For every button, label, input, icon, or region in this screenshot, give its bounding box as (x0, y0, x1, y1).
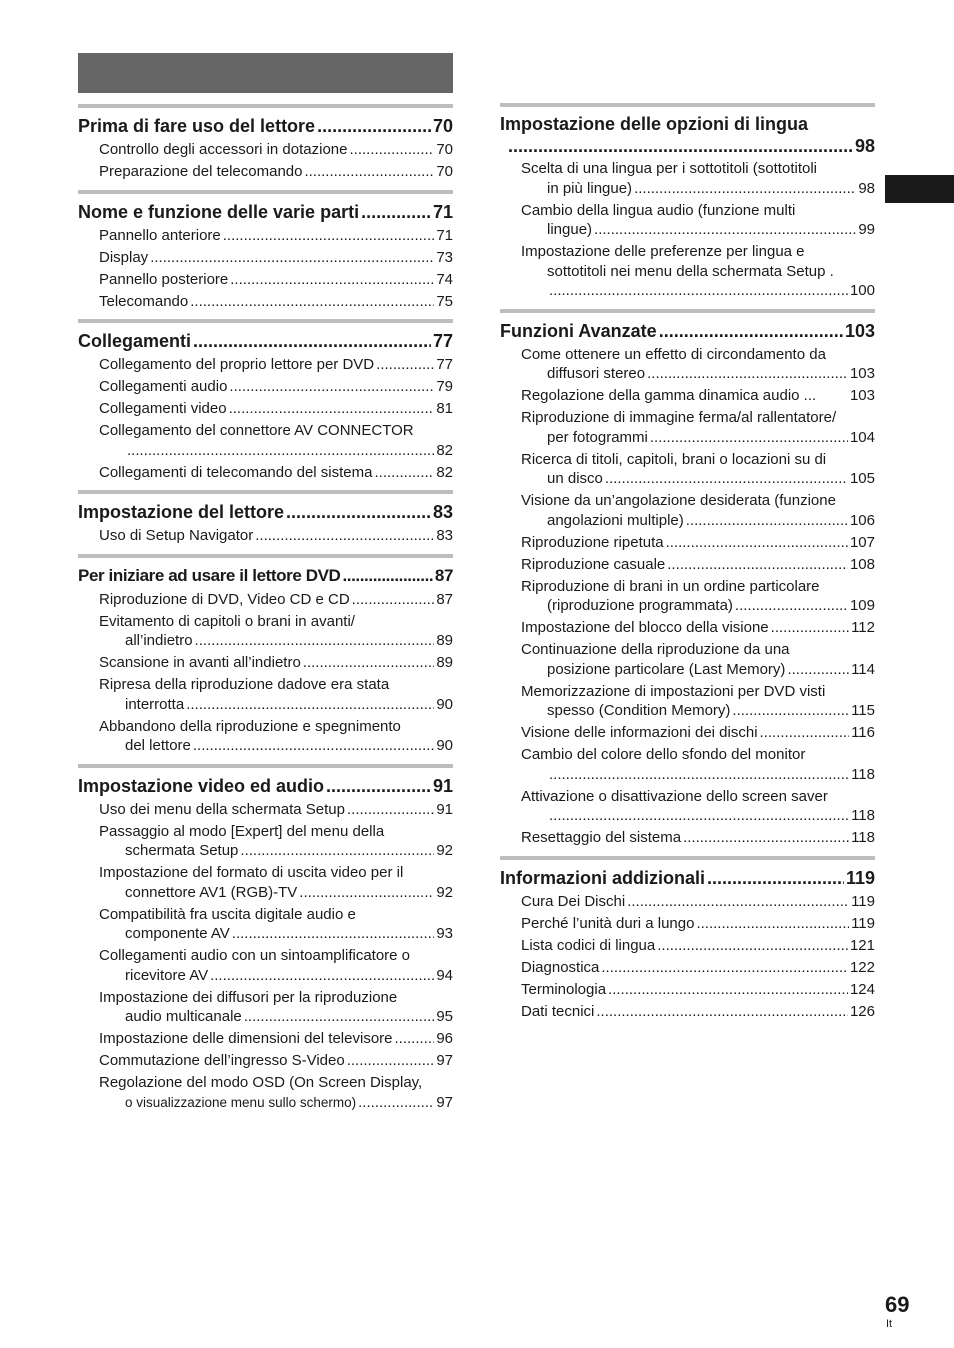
entry-page-number: 118 (851, 807, 875, 824)
entry-text: Scansione in avanti all’indietro (99, 654, 301, 671)
entry-text: Collegamenti video (99, 400, 227, 417)
dot-leader (596, 1002, 848, 1022)
entry-page-number: 115 (851, 702, 875, 719)
toc-entry (99, 421, 453, 460)
entry-text: Collegamenti di telecomando del sistema (99, 463, 373, 481)
section-page-number: 91 (432, 775, 453, 796)
dot-leader (299, 883, 434, 903)
toc-entry (521, 491, 875, 530)
entry-text: Uso dei menu della schermata Setup (99, 800, 345, 818)
toc-entry (521, 640, 875, 679)
entry-text: diffusori stereo (547, 365, 646, 382)
dot-leader (358, 1093, 434, 1113)
section-title-text: Prima di fare uso del lettore (78, 116, 316, 136)
section-page-number: 103 (844, 320, 875, 341)
dot-leader (627, 892, 849, 912)
entry-page-number: 97 (436, 1093, 453, 1111)
entry-page-number: 104 (849, 428, 875, 446)
section-title (78, 564, 453, 588)
toc-entry (99, 717, 453, 756)
entry-text: Attivazione o disattivazione dello screen saver (521, 787, 828, 805)
toc-entry (521, 555, 875, 575)
page-language: It (886, 1318, 893, 1330)
entry-text: ricevitore AV (125, 966, 209, 984)
section-title-text: Impostazione del lettore (78, 502, 285, 522)
entry-text: Dati tecnici (521, 1002, 595, 1020)
entry-text: Impostazione dei diffusori per la riproduzione (99, 988, 398, 1006)
entry-text: audio multicanale (125, 1008, 242, 1025)
entry-page-number: 89 (436, 654, 453, 671)
entry-page-number: 77 (436, 356, 453, 373)
toc-entry (521, 682, 875, 721)
entry-page-number: 119 (851, 914, 875, 932)
entry-page-number: 98 (858, 179, 875, 197)
entry-text: Collegamento del proprio lettore per DVD (99, 356, 375, 373)
toc-entry (521, 914, 875, 934)
entry-text: del lettore (125, 737, 191, 754)
section-items (78, 526, 453, 546)
entry-page-number: 83 (436, 527, 453, 544)
entry-page-number: 82 (436, 463, 453, 481)
entry-text: interrotta (125, 695, 185, 713)
entry-text: Pannello posteriore (99, 270, 229, 288)
entry-page-number: 121 (849, 936, 875, 954)
dot-leader (787, 660, 849, 680)
toc-entry (521, 533, 875, 553)
section-page-number: 87 (434, 565, 453, 585)
toc-entry (521, 450, 875, 489)
toc-entry (99, 612, 453, 651)
entry-page-number: 90 (436, 737, 453, 754)
entry-text: Riproduzione di immagine ferma/al rallentatore/ (521, 409, 837, 426)
entry-text: Preparazione del telecomando (99, 163, 303, 180)
entry-text: Impostazione delle preferenze per lingua e (521, 243, 805, 260)
dot-leader (549, 765, 849, 785)
section-items (500, 892, 875, 1022)
entry-text: Lista codici di lingua (521, 936, 656, 954)
entry-text: Ricerca di titoli, capitoli, brani o locazioni su di (521, 450, 827, 468)
dot-leader (190, 292, 434, 312)
entry-page-number: 112 (851, 619, 875, 636)
dot-leader (223, 226, 435, 246)
dot-leader (342, 564, 432, 588)
entry-text: angolazioni multiple) (547, 511, 684, 529)
dot-leader (361, 200, 431, 224)
dot-leader (771, 618, 849, 638)
dot-leader (352, 590, 435, 610)
toc-entry (521, 386, 875, 406)
toc-entry (99, 988, 453, 1027)
entry-page-number: 96 (436, 1030, 453, 1047)
toc-entry (99, 590, 453, 610)
toc-entry (521, 723, 875, 743)
dot-leader (210, 966, 434, 986)
entry-text: Controllo degli accessori in dotazione (99, 141, 348, 158)
toc-entry (521, 159, 875, 198)
entry-page-number: 99 (858, 221, 875, 238)
entry-page-number: 81 (436, 400, 453, 417)
dot-leader (666, 533, 848, 553)
entry-text: Commutazione dell’ingresso S-Video (99, 1052, 345, 1069)
entry-text: Display (99, 248, 149, 266)
entry-page-number: 94 (436, 966, 453, 984)
toc-entry (99, 1073, 453, 1112)
toc-entry (99, 675, 453, 714)
entry-text: Riproduzione di DVD, Video CD e CD (99, 590, 350, 608)
dot-leader (186, 695, 434, 715)
dot-leader (608, 980, 848, 1000)
entry-page-number: 70 (436, 163, 453, 180)
dot-leader (707, 866, 844, 890)
entry-text: Riproduzione ripetuta (521, 533, 664, 551)
toc-entry (521, 201, 875, 240)
dot-leader (229, 377, 434, 397)
entry-text: Uso di Setup Navigator (99, 527, 254, 544)
entry-text: Impostazione del blocco della visione (521, 619, 769, 636)
entry-page-number: 87 (436, 590, 453, 608)
section-title-row (500, 135, 875, 157)
section-items (78, 355, 453, 482)
entry-text: Collegamenti audio con un sintoamplificatore o (99, 947, 411, 964)
entry-text: lingue) (547, 221, 593, 238)
entry-page-number: 103 (849, 365, 875, 382)
section-page-number: 70 (432, 116, 453, 136)
entry-page-number: 82 (436, 441, 453, 459)
entry-page-number: 107 (849, 533, 875, 551)
dot-leader (634, 179, 856, 199)
entry-text: Compatibilità fra uscita digitale audio e (99, 905, 356, 923)
section-page-number: 77 (432, 331, 453, 351)
entry-text: Perché l’unità duri a lungo (521, 914, 695, 932)
toc-section (500, 309, 875, 848)
toc-left-column (78, 104, 453, 1120)
entry-text: Passaggio al modo [Expert] del menu della (99, 822, 385, 840)
entry-text: Collegamenti audio (99, 378, 228, 395)
dot-leader (230, 270, 434, 290)
language-side-tab (885, 175, 954, 203)
section-title (78, 114, 453, 138)
entry-text: per fotogrammi (547, 428, 648, 446)
section-title-text: Nome e funzione delle varie parti (78, 201, 360, 222)
entry-page-number: 119 (851, 892, 875, 910)
entry-text: Riproduzione di brani in un ordine particolare (521, 577, 820, 595)
toc-entry (99, 140, 453, 160)
dot-leader (286, 500, 431, 524)
dot-leader (255, 526, 434, 546)
toc-entry (99, 1029, 453, 1049)
toc-entry (99, 863, 453, 902)
entry-page-number: 108 (849, 555, 875, 573)
entry-page-number: 118 (851, 765, 875, 783)
entry-text: Scelta di una lingua per i sottotitoli (sottotitoli (521, 160, 817, 177)
dot-leader (195, 631, 435, 651)
section-title-text: Impostazione video ed audio (78, 775, 325, 796)
section-page-number: 83 (432, 502, 453, 522)
entry-text: all’indietro (125, 632, 193, 649)
entry-text: in più lingue) (547, 179, 633, 197)
dot-leader (317, 114, 431, 138)
entry-text: connettore AV1 (RGB)-TV (125, 883, 298, 901)
entry-text: componente AV (125, 925, 230, 942)
dot-leader (732, 701, 849, 721)
section-title (78, 774, 453, 798)
dot-leader (735, 596, 848, 616)
toc-entry (521, 242, 875, 301)
entry-text: spesso (Condition Memory) (547, 702, 731, 719)
dot-leader (374, 463, 434, 483)
toc-entry (521, 408, 875, 447)
section-title-text: Funzioni Avanzate (500, 320, 657, 341)
entry-text: Impostazione delle dimensioni del televisore (99, 1030, 393, 1047)
dot-leader (347, 1051, 435, 1071)
section-title (500, 113, 875, 157)
entry-page-number: 95 (436, 1008, 453, 1025)
entry-text: posizione particolare (Last Memory) (547, 660, 786, 678)
toc-right-column (500, 103, 875, 1029)
entry-text: (riproduzione programmata) (547, 597, 733, 614)
toc-entry (521, 980, 875, 1000)
section-page-number: 71 (432, 201, 453, 222)
section-page-number: 98 (854, 136, 875, 156)
toc-section (78, 554, 453, 756)
entry-page-number: 106 (849, 511, 875, 529)
entry-page-number: 116 (851, 724, 875, 741)
entry-page-number: 91 (436, 800, 453, 818)
entry-text: Memorizzazione di impostazioni per DVD visti (521, 682, 826, 700)
toc-entry (99, 292, 453, 312)
entry-page-number: 103 (849, 387, 875, 404)
section-title-text: Per iniziare ad usare il lettore DVD (78, 565, 341, 585)
toc-entry (99, 226, 453, 246)
dot-leader (659, 319, 843, 343)
entry-text: Regolazione della gamma dinamica audio ... (521, 387, 817, 404)
entry-text: Evitamento di capitoli o brani in avanti/ (99, 612, 355, 630)
dot-leader (347, 800, 434, 820)
toc-entry (99, 162, 453, 182)
section-page-number: 119 (845, 867, 875, 888)
entry-text: Regolazione del modo OSD (On Screen Display, (99, 1074, 423, 1091)
dot-leader (127, 441, 434, 461)
section-items (78, 590, 453, 756)
dot-leader (193, 736, 434, 756)
dot-leader (304, 162, 434, 182)
entry-text: un disco (547, 470, 603, 487)
entry-page-number: 74 (436, 270, 453, 288)
toc-entry (99, 355, 453, 375)
toc-entry (99, 653, 453, 673)
toc-section (78, 490, 453, 546)
entry-page-number: 90 (436, 695, 453, 713)
dot-leader (650, 428, 848, 448)
entry-page-number: 118 (851, 829, 875, 846)
section-items (78, 140, 453, 182)
dot-leader (395, 1029, 435, 1049)
entry-page-number: 75 (436, 292, 453, 310)
entry-page-number: 100 (849, 282, 875, 299)
entry-page-number: 89 (436, 632, 453, 649)
dot-leader (150, 248, 434, 268)
entry-page-number: 122 (849, 958, 875, 976)
entry-text: Impostazione del formato di uscita video per il (99, 864, 404, 881)
section-title (78, 200, 453, 224)
entry-text: Cambio del colore dello sfondo del monitor (521, 746, 806, 763)
toc-entry (521, 1002, 875, 1022)
entry-page-number: 79 (436, 378, 453, 395)
dot-leader (601, 958, 848, 978)
entry-text: Come ottenere un effetto di circondamento da (521, 345, 826, 363)
toc-entry (99, 1051, 453, 1071)
section-title-text: Collegamenti (78, 331, 192, 351)
entry-text: schermata Setup (125, 842, 239, 859)
toc-entry (99, 800, 453, 820)
dot-leader (549, 281, 848, 301)
dot-leader (683, 828, 849, 848)
entry-page-number: 92 (436, 842, 453, 859)
dot-leader (686, 511, 848, 531)
dot-leader (232, 924, 435, 944)
entry-text: o visualizzazione menu sullo schermo) (125, 1094, 357, 1110)
entry-text: Visione da un’angolazione desiderata (funzione (521, 492, 836, 509)
entry-page-number: 92 (436, 883, 453, 901)
toc-entry (521, 787, 875, 826)
entry-text: Pannello anteriore (99, 226, 221, 244)
toc-section (78, 104, 453, 182)
dot-leader (760, 723, 850, 743)
entry-text: Visione delle informazioni dei dischi (521, 724, 758, 741)
toc-section (500, 103, 875, 301)
entry-text: Cura Dei Dischi (521, 892, 626, 910)
entry-page-number: 93 (436, 925, 453, 942)
section-title (78, 329, 453, 353)
toc-entry (521, 745, 875, 784)
entry-page-number: 124 (849, 980, 875, 998)
dot-leader (326, 774, 431, 798)
section-items (500, 345, 875, 848)
toc-entry (521, 958, 875, 978)
dot-leader (240, 841, 434, 861)
section-items (78, 800, 453, 1113)
entry-text: Riproduzione casuale (521, 555, 666, 573)
dot-leader (605, 469, 848, 489)
dot-leader (594, 220, 856, 240)
section-items (500, 159, 875, 301)
toc-section (78, 190, 453, 312)
page-number: 69 (885, 1292, 910, 1317)
dot-leader (696, 914, 849, 934)
toc-entry (521, 892, 875, 912)
entry-page-number: 97 (436, 1052, 453, 1069)
entry-text: Diagnostica (521, 958, 600, 976)
section-title (78, 500, 453, 524)
contents-header-bar (78, 53, 453, 93)
section-title (500, 866, 875, 890)
toc-entry (521, 618, 875, 638)
dot-leader (647, 364, 848, 384)
toc-entry (99, 946, 453, 985)
toc-entry (521, 345, 875, 384)
entry-page-number: 114 (851, 660, 875, 678)
toc-entry (99, 248, 453, 268)
entry-page-number: 70 (436, 141, 453, 158)
section-title-text: Impostazione delle opzioni di lingua (500, 114, 809, 134)
toc-entry (99, 463, 453, 483)
entry-text: Telecomando (99, 292, 189, 310)
section-items (78, 226, 453, 312)
entry-text: Cambio della lingua audio (funzione multi (521, 201, 796, 219)
entry-page-number: 73 (436, 248, 453, 266)
entry-text: Terminologia (521, 980, 607, 998)
section-title-text: Informazioni addizionali (500, 867, 706, 888)
toc-section (78, 319, 453, 482)
toc-entry (521, 577, 875, 616)
dot-leader (349, 140, 434, 160)
entry-text: sottotitoli nei menu della schermata Setup . (547, 262, 834, 280)
entry-page-number: 105 (849, 470, 875, 487)
entry-text: Collegamento del connettore AV CONNECTOR (99, 422, 414, 439)
entry-text: Resettaggio del sistema (521, 829, 682, 846)
dot-leader (508, 135, 853, 157)
dot-leader (229, 399, 435, 419)
entry-text: Abbandono della riproduzione e spegnimento (99, 717, 401, 735)
entry-page-number: 71 (436, 226, 453, 244)
dot-leader (303, 653, 435, 673)
toc-entry (99, 399, 453, 419)
dot-leader (193, 329, 431, 353)
entry-page-number: 109 (849, 597, 875, 614)
entry-text: Continuazione della riproduzione da una (521, 641, 790, 658)
dot-leader (244, 1007, 435, 1027)
entry-text: Ripresa della riproduzione dadove era stata (99, 676, 390, 693)
toc-entry (99, 822, 453, 861)
dot-leader (667, 555, 848, 575)
toc-entry (99, 526, 453, 546)
toc-entry (521, 936, 875, 956)
toc-entry (99, 377, 453, 397)
toc-section (78, 764, 453, 1113)
dot-leader (657, 936, 848, 956)
toc-section (500, 856, 875, 1022)
dot-leader (376, 355, 434, 375)
toc-entry (99, 270, 453, 290)
toc-entry (99, 905, 453, 944)
dot-leader (549, 806, 849, 826)
section-title (500, 319, 875, 343)
toc-entry (521, 828, 875, 848)
entry-page-number: 126 (849, 1002, 875, 1020)
